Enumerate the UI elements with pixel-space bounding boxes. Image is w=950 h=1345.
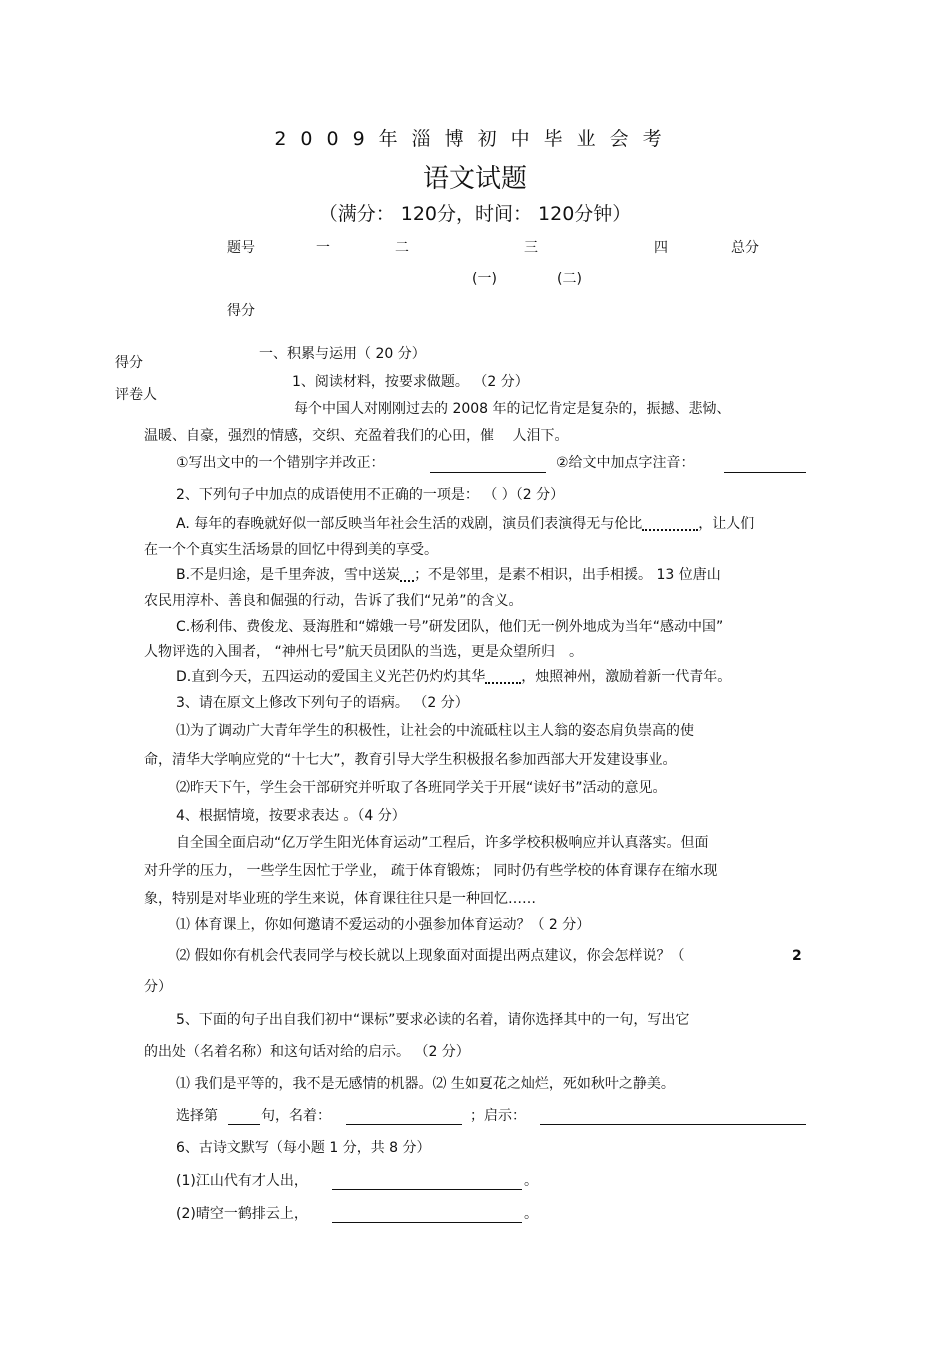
q2-option-c-line-1: C.杨利伟、费俊龙、聂海胜和“嫦娥一号”研发团队，他们无一例外地成为当年“感动中国” [176, 619, 724, 635]
q2-a-dots [642, 520, 698, 531]
q2-option-b-line-2: 农民用淳朴、善良和倔强的行动，告诉了我们“兄弟”的含义。 [144, 593, 523, 609]
q6-line-1-blank[interactable] [332, 1175, 522, 1190]
q2-option-d: D.直到今天，五四运动的爱国主义光芒仍灼灼其华 ，烛照神州，激励着新一代青年。 [176, 669, 732, 685]
q6-line-2-blank[interactable] [332, 1208, 522, 1223]
exam-info: （满分： 120分，时间： 120分钟） [318, 203, 632, 225]
q5-insight-blank[interactable] [540, 1110, 806, 1125]
score-table-col-total: 总分 [731, 240, 759, 256]
score-table-col-3-sub-2: (二) [557, 271, 582, 287]
q1-part-2-blank[interactable] [724, 458, 806, 473]
q5-sentence-label: 句，名着： [261, 1108, 331, 1124]
q4-sub-2-score: 2 [792, 948, 802, 964]
q6-title: 6、古诗文默写（每小题 1 分，共 8 分） [176, 1140, 431, 1156]
q1-text-line-2: 温暖、自豪，强烈的情感，交织、充盈着我们的心田，催 人泪下。 [144, 428, 569, 444]
q1-text-line-1: 每个中国人对刚刚过去的 2008 年的记忆肯定是复杂的，振撼、悲恸、 [294, 401, 731, 417]
q4-sub-2-cont: 分） [144, 979, 172, 995]
q2-title: 2、下列句子中加点的成语使用不正确的一项是： （ ）（2 分） [176, 487, 565, 503]
section-1-heading: 一、积累与运用（ 20 分） [259, 346, 426, 362]
q6-line-1-end: 。 [524, 1173, 538, 1189]
sidebar-grader-label: 评卷人 [115, 387, 157, 403]
q1-part-1-label: ①写出文中的一个错别字并改正： [176, 455, 385, 471]
q5-insight-label: ；启示： [470, 1108, 526, 1124]
q1-part-1-blank[interactable] [430, 458, 546, 473]
q4-passage-line-3: 象，特别是对毕业班的学生来说，体育课往往只是一种回忆…… [144, 891, 536, 907]
score-table-col-4: 四 [654, 240, 668, 256]
q4-sub-1: ⑴ 体育课上，你如何邀请不爱运动的小强参加体育运动？（ 2 分） [176, 917, 591, 933]
q4-sub-2: ⑵ 假如你有机会代表同学与校长就以上现象面对面提出两点建议，你会怎样说？（ [176, 948, 685, 964]
score-table-row-label: 题号 [227, 240, 255, 256]
q1-dotted-char [494, 428, 498, 444]
score-table-col-2: 二 [395, 240, 409, 256]
q1-title: 1、阅读材料，按要求做题。 （2 分） [292, 374, 529, 390]
sidebar-score-label: 得分 [115, 355, 143, 371]
q5-title: 5、下面的句子出自我们初中“课标”要求必读的名着，请你选择其中的一句，写出它 [176, 1012, 690, 1028]
score-table-col-3: 三 [524, 240, 538, 256]
q2-option-a-line-1: A. 每年的春晚就好似一部反映当年社会生活的戏剧，演员们表演得无与伦比 ，让人们 [176, 516, 755, 532]
q3-sentence-1-line-1: ⑴为了调动广大青年学生的积极性，让社会的中流砥柱以主人翁的姿态肩负崇高的使 [176, 723, 694, 739]
q5-choose-blank[interactable] [228, 1110, 260, 1125]
q2-option-a-line-2: 在一个个真实生活场景的回忆中得到美的享受。 [144, 542, 438, 558]
q4-title: 4、根据情境，按要求表达 。（4 分） [176, 808, 406, 824]
q2-d-dots [485, 673, 521, 684]
q3-sentence-1-line-2: 命，清华大学响应党的“十七大”，教育引导大学生积极报名参加西部大开发建设事业。 [144, 752, 677, 768]
q1-part-2-label: ②给文中加点字注音： [556, 455, 695, 471]
q4-passage-line-2: 对升学的压力， 一些学生因忙于学业， 疏于体育锻炼； 同时仍有些学校的体育课存在缩水现 [144, 863, 718, 879]
q5-book-blank[interactable] [346, 1110, 462, 1125]
exam-subject: 语文试题 [422, 164, 527, 194]
exam-title: 2009年淄博初中毕业会考 [274, 128, 676, 150]
score-table-score-label: 得分 [227, 303, 255, 319]
q4-passage-line-1: 自全国全面启动“亿万学生阳光体育运动”工程后，许多学校积极响应并认真落实。但面 [176, 835, 709, 851]
q3-title: 3、请在原文上修改下列句子的语病。 （2 分） [176, 695, 469, 711]
score-table-col-1: 一 [316, 240, 330, 256]
score-table-col-3-sub-1: (一) [472, 271, 497, 287]
q6-line-2-end: 。 [524, 1206, 538, 1222]
q2-option-b-line-1: B.不是归途，是千里奔波，雪中送炭 ；不是邻里，是素不相识，出手相援。 13 位唐山 [176, 567, 721, 583]
q2-option-c-line-2: 人物评选的入围者， “神州七号”航天员团队的当选，更是众望所归 。 [144, 644, 583, 660]
q3-sentence-2: ⑵昨天下午，学生会干部研究并听取了各班同学关于开展“读好书”活动的意见。 [176, 780, 667, 796]
q2-b-dots [400, 571, 414, 582]
q5-title-line-2: 的出处（名着名称）和这句话对给的启示。 （2 分） [144, 1044, 470, 1060]
q6-line-2: (2)晴空一鹤排云上， [176, 1206, 308, 1222]
q5-choose-label: 选择第 [176, 1108, 218, 1124]
q5-quotes: ⑴ 我们是平等的，我不是无感情的机器。⑵ 生如夏花之灿烂，死如秋叶之静美。 [176, 1076, 675, 1092]
q6-line-1: (1)江山代有才人出， [176, 1173, 308, 1189]
